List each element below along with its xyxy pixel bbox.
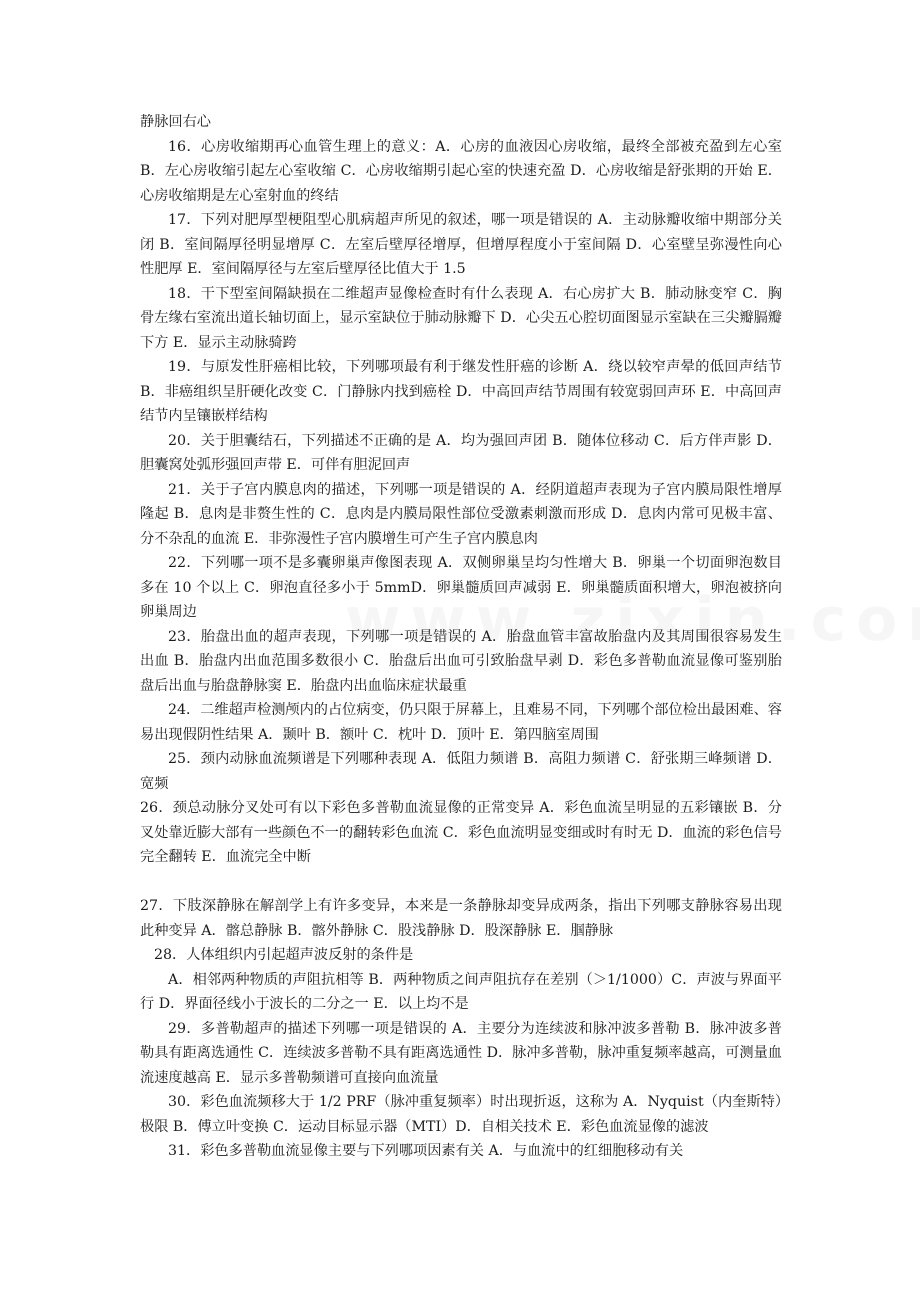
question-20: 20．关于胆囊结石，下列描述不正确的是 A．均为强回声团 B．随体位移动 C．后方伴声影 D．胆囊窝处弧形强回声带 E．可伴有胆泥回声 (140, 432, 782, 473)
question-26: 26．颈总动脉分叉处可有以下彩色多普勒血流显像的正常变异 A．彩色血流呈明显的五彩镶嵌 B．分叉处靠近膨大部有一些颜色不一的翻转彩色血流 C．彩色血流明显变细或时有时无 D．血流的彩色信号完全翻转 E．血流完全中断 (140, 800, 782, 865)
question-24: 24．二维超声检测颅内的占位病变，仍只限于屏幕上，且难易不同，下列哪个部位检出最困难、容易出现假阴性结果 A．颞叶 B．额叶 C．枕叶 D．顶叶 E．第四脑室周围 (140, 702, 782, 743)
question-25: 25．颈内动脉血流频谱是下列哪种表现 A．低阻力频谱 B．高阻力频谱 C．舒张期三峰频谱 D．宽频 (140, 751, 782, 792)
question-29: 29．多普勒超声的描述下列哪一项是错误的 A．主要分为连续波和脉冲波多普勒 B．脉冲波多普勒具有距离选通性 C．连续波多普勒不具有距离选通性 D．脉冲多普勒，脉冲重复频率越高，可测量血流速度越高 E．显示多普勒频谱可直接向血流量 (140, 1020, 782, 1086)
question-31: 31．彩色多普勒血流显像主要与下列哪项因素有关 A．与血流中的红细胞移动有关 (168, 1143, 684, 1159)
question-30: 30．彩色血流频移大于 1/2 PRF（脉冲重复频率）时出现折返，这称为 A．Nyquist（内奎斯特）极限 B．傅立叶变换 C．运动目标显示器（MTI）D．自相关技术 E．彩色血流显像的滤波 (140, 1094, 782, 1135)
question-28-stem: 28．人体组织内引起超声波反射的条件是 (154, 947, 414, 963)
question-16: 16．心房收缩期再心血管生理上的意义：A．心房的血液因心房收缩，最终全部被充盈到左心室 B．左心房收缩引起左心室收缩 C．心房收缩期引起心室的快速充盈 D．心房收缩是舒张期的开始 E．心房收缩期是左心室射血的终结 (140, 138, 782, 204)
question-19: 19．与原发性肝癌相比较，下列哪项最有利于继发性肝癌的诊断 A．绕以较窄声晕的低回声结节 B．非癌组织呈肝硬化改变 C．门静脉内找到癌栓 D．中高回声结节周围有较宽弱回声环 E．中高回声结节内呈镶嵌样结构 (140, 359, 782, 424)
question-27: 27．下肢深静脉在解剖学上有许多变异，本来是一条静脉却变异成两条，指出下列哪支静脉容易出现此种变异 A．髂总静脉 B．髂外静脉 C．股浅静脉 D．股深静脉 E．腘静脉 (140, 898, 782, 939)
question-21: 21．关于子宫内膜息肉的描述，下列哪一项是错误的 A．经阴道超声表现为子宫内膜局限性增厚隆起 B．息肉是非赘生性的 C．息肉是内膜局限性部位受激素刺激而形成 D．息肉内常可见极丰富、分不杂乱的血流 E．非弥漫性子宫内膜增生可产生子宫内膜息肉 (140, 481, 782, 547)
paragraph-continuation: 静脉回右心 (140, 114, 211, 130)
question-23: 23．胎盘出血的超声表现，下列哪一项是错误的 A．胎盘血管丰富故胎盘内及其周围很容易发生出血 B．胎盘内出血范围多数很小 C．胎盘后出血可引致胎盘早剥 D．彩色多普勒血流显像可鉴别胎盘后出血与胎盘静脉窦 E．胎盘内出血临床症状最重 (140, 628, 782, 694)
document-body (140, 110, 782, 1164)
question-17: 17．下列对肥厚型梗阻型心肌病超声所见的叙述，哪一项是错误的 A．主动脉瓣收缩中期部分关闭 B．室间隔厚径明显增厚 C．左室后壁厚径增厚，但增厚程度小于室间隔 D．心室壁呈弥漫性向心性肥厚 E．室间隔厚径与左室后壁厚径比值大于 1.5 (140, 212, 782, 277)
question-28-options: A．相邻两种物质的声阻抗相等 B．两种物质之间声阻抗存在差别（＞1/1000）C．声波与界面平行 D．界面径线小于波长的二分之一 E．以上均不是 (140, 971, 782, 1012)
question-22: 22．下列哪一项不是多囊卵巢声像图表现 A．双侧卵巢呈均匀性增大 B．卵巢一个切面卵泡数目多在 10 个以上 C．卵泡直径多小于 5mmD．卵巢髓质回声减弱 E．卵巢髓质面积增大，卵泡被挤向卵巢周边 (140, 555, 782, 620)
question-18: 18．干下型室间隔缺损在二维超声显像检查时有什么表现 A．右心房扩大 B．肺动脉变窄 C．胸骨左缘右室流出道长轴切面上，显示室缺位于肺动脉瓣下 D．心尖五心腔切面图显示室缺在三尖瓣膈瓣下方 E．显示主动脉骑跨 (140, 285, 782, 351)
blank-line (140, 870, 782, 895)
